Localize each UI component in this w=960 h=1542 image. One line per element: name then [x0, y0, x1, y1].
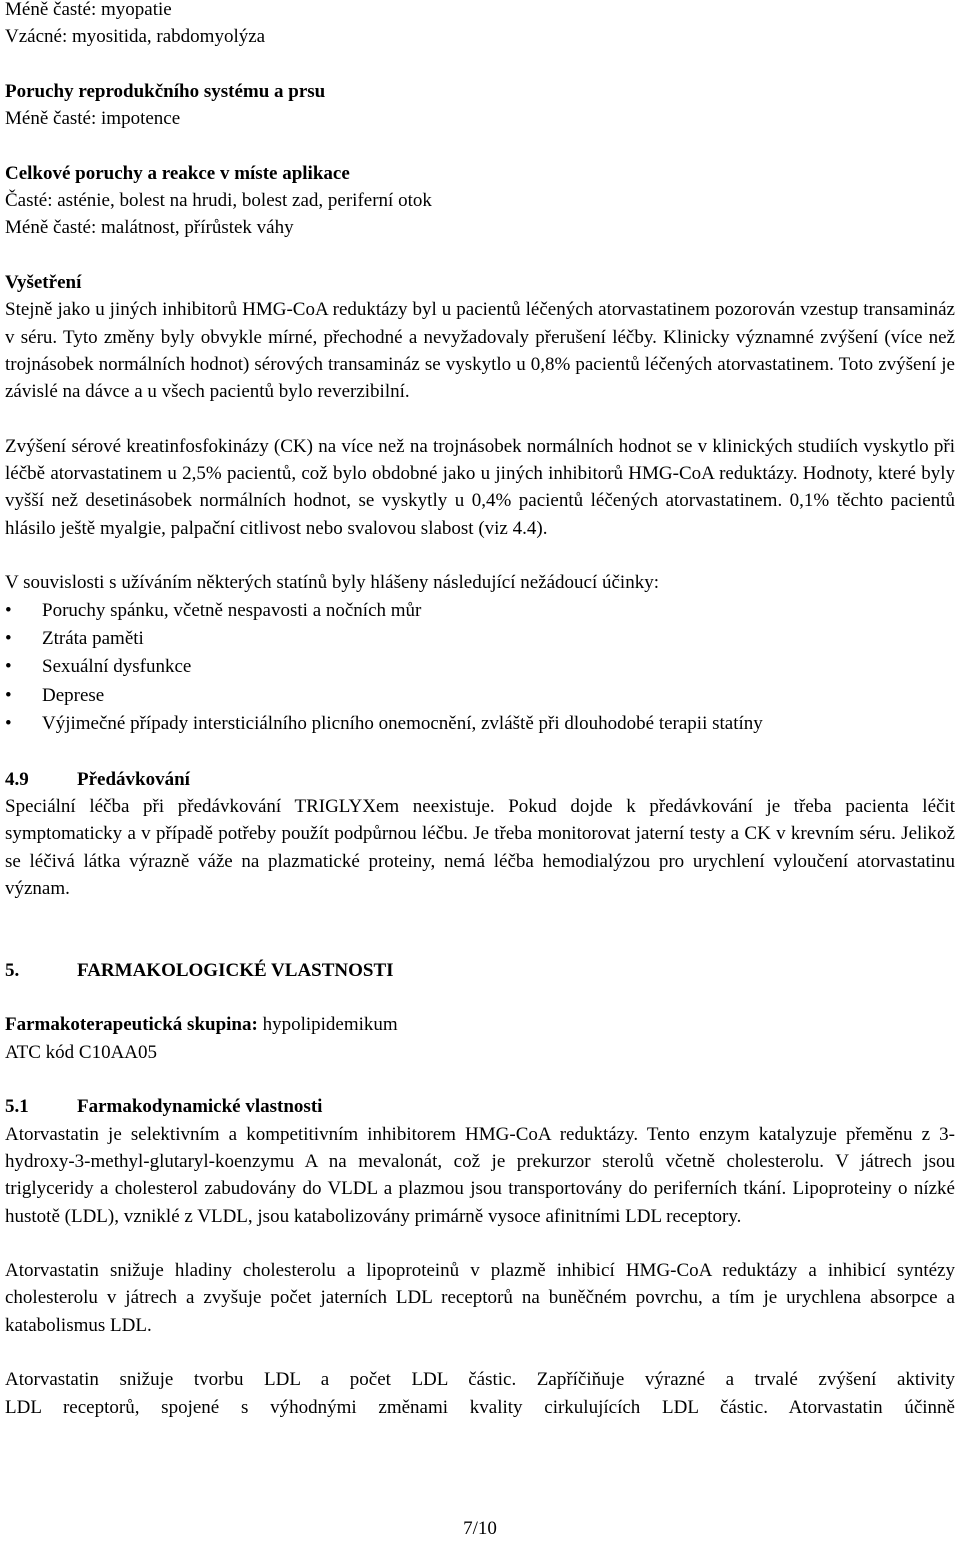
paragraph: Speciální léčba při předávkování TRIGLYXem neexistuje. Pokud dojde k předávkování je třeba pacienta léčit symptomaticky a v případě potřeby použít podpůrnou léčbu. Je třeba monitorovat jaterní testy a CK v krevním séru. Jelikož se léčivá látka výrazně váže na plazmatické proteiny, nemá léčba hemodialýzou pro urychlení vyloučení atorvastatinu význam.: [5, 796, 955, 899]
list-item-text: Sexuální dysfunkce: [42, 656, 192, 678]
section-number: 5.: [5, 959, 20, 981]
paragraph: Atorvastatin je selektivním a kompetitivním inhibitorem HMG-CoA reduktázy. Tento enzym katalyzuje přeměnu z 3-hydroxy-3-methyl-glutaryl-koenzymu A na mevalonát, což je prekurzor sterolů včetně cholesterolu. V játrech jsou triglyceridy a cholesterol zabudovány do VLDL a plazmou jsou transportovány do periferních tkání. Lipoproteiny o nízké hustotě (LDL), vzniklé z VLDL, jsou katabolizovány primárně vysoce afinitními LDL receptory.: [5, 1123, 955, 1227]
list-item: [5, 710, 955, 738]
list-item-text: Poruchy spánku, včetně nespavosti a nočních můr: [42, 599, 422, 621]
section-heading-pharmacology: [5, 957, 955, 984]
list-item: [5, 625, 955, 653]
section-number: 4.9: [5, 768, 29, 790]
page-number: 7/10: [463, 1518, 497, 1539]
section-heading-pharmacodynamics: [5, 1093, 955, 1120]
section-title: FARMAKOLOGICKÉ VLASTNOSTI: [77, 959, 394, 981]
section-heading: Vyšetření: [5, 271, 82, 293]
bullet-icon: •: [5, 656, 12, 678]
list-item-text: Ztráta paměti: [42, 627, 144, 649]
list-item: [5, 682, 955, 710]
text-line: Vzácné: myositida, rabdomyolýza: [5, 26, 266, 48]
list-item: [5, 597, 955, 625]
list-item-text: Výjimečné případy intersticiálního plicního onemocnění, zvláště při dlouhodobé terapii statíny: [42, 713, 763, 735]
text-line: Časté: asténie, bolest na hrudi, bolest zad, periferní otok: [5, 190, 432, 212]
bullet-list: [5, 597, 955, 739]
section-heading: Poruchy reprodukčního systému a prsu: [5, 80, 326, 102]
section-heading: Celkové poruchy a reakce v míste aplikace: [5, 162, 350, 184]
list-item: [5, 653, 955, 681]
group-value: hypolipidemikum: [257, 1014, 398, 1036]
section-title: Předávkování: [77, 768, 190, 790]
text-line: Méně časté: impotence: [5, 108, 181, 130]
bullet-icon: •: [5, 599, 12, 621]
list-item-text: Deprese: [42, 684, 105, 706]
atc-code: ATC kód C10AA05: [5, 1041, 158, 1063]
paragraph: V souvislosti s užíváním některých statínů byly hlášeny následující nežádoucí účinky:: [5, 572, 659, 594]
text-line: Méně časté: myopatie: [5, 0, 172, 20]
paragraph: Zvýšení sérové kreatinfosfokinázy (CK) na více než na trojnásobek normálních hodnot se v klinických studiích vyskytlo při léčbě atorvastatinem u 2,5% pacientů, což bylo obdobné jako u jiných inhibitorů HMG-CoA reduktázy. Hodnoty, které byly vyšší než desetinásobek normálních hodnot, se vyskytly u 0,4% pacientů léčených atorvastatinem. 0,1% těchto pacientů hlásilo ještě myalgie, palpační citlivost nebo svalovou slabost (viz 4.4).: [5, 435, 955, 539]
section-title: Farmakodynamické vlastnosti: [77, 1096, 323, 1118]
bullet-icon: •: [5, 713, 12, 735]
bullet-icon: •: [5, 684, 12, 706]
bullet-icon: •: [5, 627, 12, 649]
section-number: 5.1: [5, 1096, 29, 1118]
document-page: [5, 0, 955, 1421]
pharmacotherapeutic-group: [5, 1011, 955, 1038]
text-line: Atorvastatin snižuje tvorbu LDL a počet LDL částic. Zapříčiňuje výrazné a trvalé zvýšení aktivity: [5, 1369, 955, 1391]
paragraph: Stejně jako u jiných inhibitorů HMG-CoA reduktázy byl u pacientů léčených atorvastatinem pozorován vzestup transamináz v séru. Tyto změny byly obvykle mírné, přechodné a nevyžadovaly přerušení léčby. Klinicky významné zvýšení (více než trojnásobek normálních hodnot) sérových transamináz se vyskytlo u 0,8% pacientů léčených atorvastatinem. Toto zvýšení je závislé na dávce a u všech pacientů bylo reverzibilní.: [5, 299, 955, 403]
paragraph: Atorvastatin snižuje hladiny cholesterolu a lipoproteinů v plazmě inhibicí HMG-CoA reduktázy a inhibicí syntézy cholesterolu v játrech a zvyšuje počet jaterních LDL receptorů na buněčném povrchu, a tím je urychlena absorpce a katabolismus LDL.: [5, 1260, 955, 1336]
text-line: LDL receptorů, spojené s výhodnými změnami kvality cirkulujících LDL částic. Atorvastatin účinně: [5, 1396, 955, 1418]
group-label: Farmakoterapeutická skupina:: [5, 1014, 258, 1036]
section-heading-overdose: [5, 766, 955, 793]
text-line: Méně časté: malátnost, přírůstek váhy: [5, 217, 294, 239]
